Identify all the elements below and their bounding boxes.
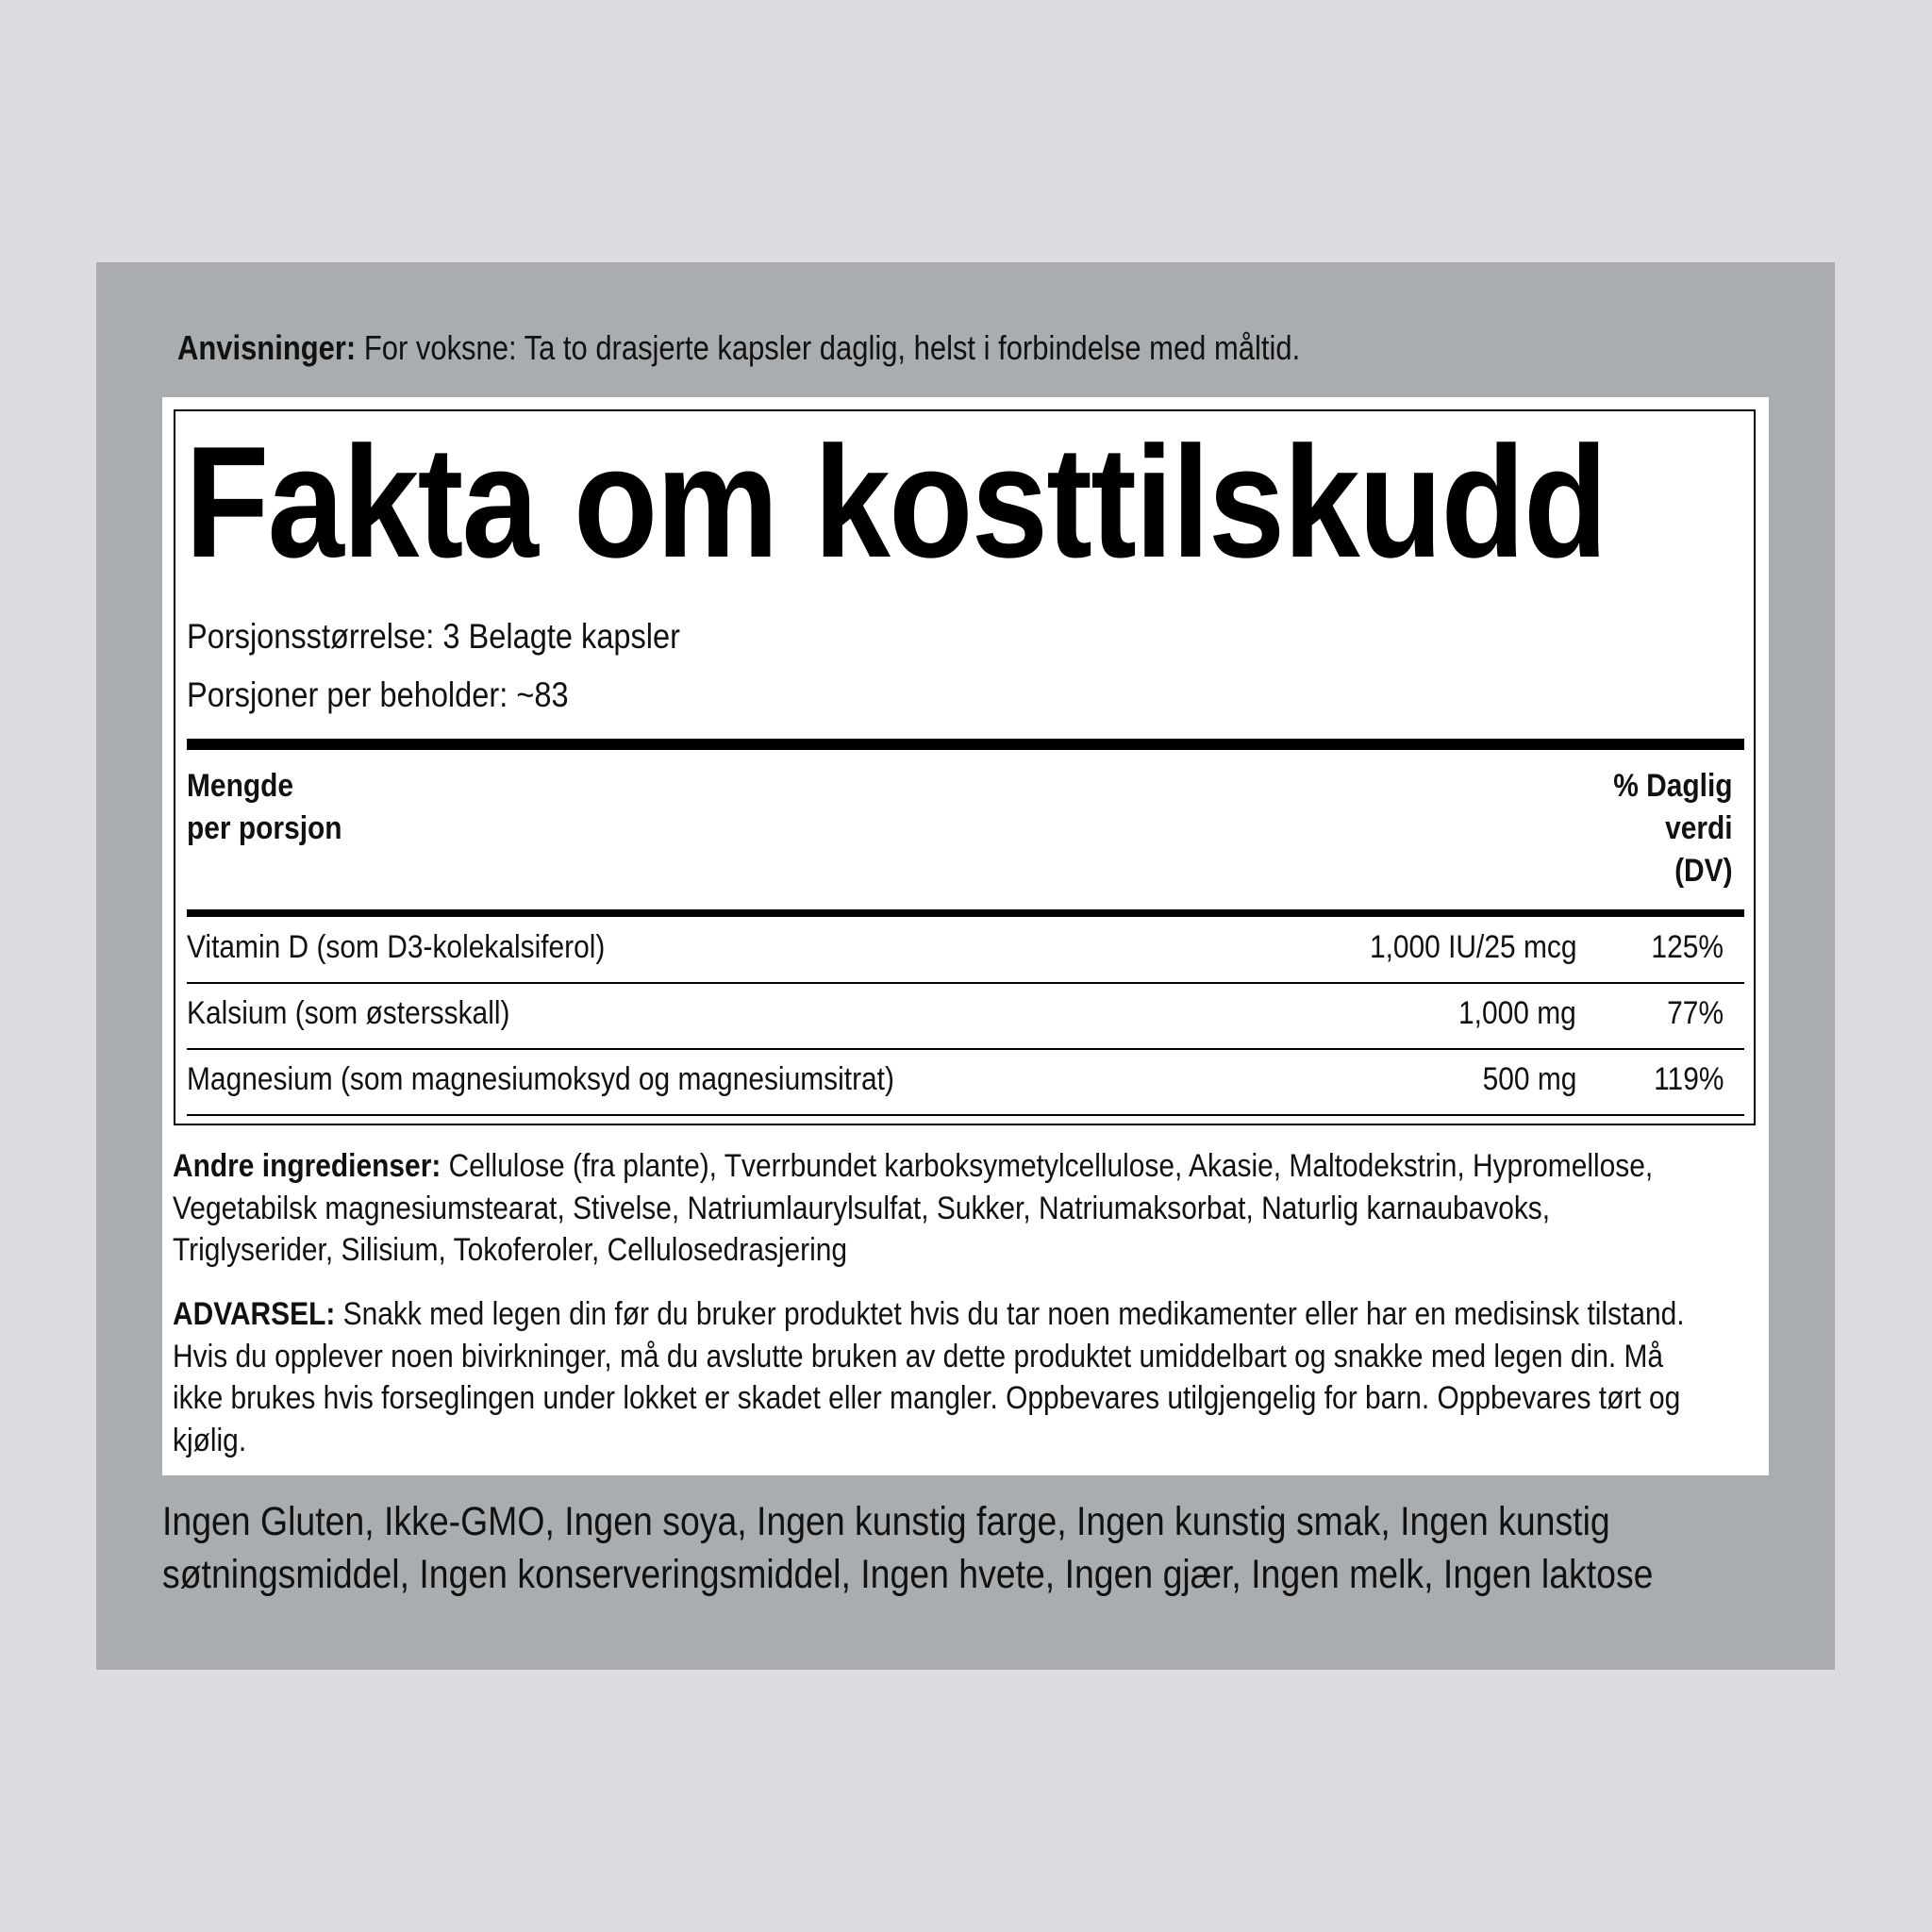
nutrient-name: Kalsium (som østersskall) [187, 995, 510, 1031]
directions-text: For voksne: Ta to drasjerte kapsler daglig, helst i forbindelse med måltid. [356, 328, 1301, 367]
nutrient-dv: 77% [1667, 995, 1724, 1031]
warning-line: ikke brukes hvis forseglingen under lokket er skadet eller mangler. Oppbevares utilgjengelig for barn. Oppbevares tørt og [173, 1380, 1681, 1416]
directions-label: Anvisninger: [177, 328, 357, 367]
other-ingredients-label: Andre ingredienser: [173, 1148, 441, 1184]
other-ingredients [173, 1145, 1750, 1272]
free-from-line: Ingen Gluten, Ikke-GMO, Ingen soya, Ingen kunstig farge, Ingen kunstig smak, Ingen kunstig [162, 1499, 1610, 1544]
free-from-line: søtningsmiddel, Ingen konserveringsmiddel, Ingen hvete, Ingen gjær, Ingen melk, Ingen laktose [162, 1552, 1654, 1597]
warning-line: Snakk med legen din før du bruker produktet hvis du tar noen medikamenter eller har en medisinsk tilstand. [335, 1296, 1685, 1332]
nutrient-amount: 500 mg [1482, 1061, 1576, 1097]
nutrient-dv: 125% [1651, 929, 1724, 965]
facts-title: Fakta om kosttilskudd [185, 413, 1607, 591]
other-ingredients-line: Vegetabilsk magnesiumstearat, Stivelse, Natriumlaurylsulfat, Sukker, Natriumaksorbat, Naturlig karnaubavoks, [173, 1190, 1551, 1226]
warning-text [173, 1293, 1750, 1461]
nutrient-dv: 119% [1653, 1061, 1724, 1097]
nutrient-row [187, 980, 1744, 1046]
supplement-facts-box [174, 409, 1756, 1125]
nutrient-row [187, 914, 1744, 980]
header-right-line-2: verdi [1665, 810, 1733, 846]
header-right-line-3: (DV) [1674, 853, 1733, 889]
servings-per-container: Porsjoner per beholder: ~83 [187, 675, 569, 714]
other-ingredients-line: Cellulose (fra plante), Tverrbundet karboksymetylcellulose, Akasie, Maltodekstrin, Hypromellose, [441, 1148, 1654, 1184]
divider-thick [187, 739, 1744, 750]
warning-line: Hvis du opplever noen bivirkninger, må du avslutte bruken av dette produktet umiddelbart og snakke med legen din. Må [173, 1338, 1664, 1374]
daily-value-header [1614, 765, 1733, 892]
free-from-claims [162, 1495, 1771, 1601]
header-right-line-1: % Daglig [1613, 768, 1733, 804]
warning-line: kjølig. [173, 1422, 247, 1458]
nutrient-row [187, 1046, 1744, 1112]
nutrient-name: Vitamin D (som D3-kolekalsiferol) [187, 929, 606, 965]
nutrient-amount: 1,000 IU/25 mcg [1369, 929, 1576, 965]
nutrient-name: Magnesium (som magnesiumoksyd og magnesiumsitrat) [187, 1061, 894, 1097]
other-ingredients-line: Triglyserider, Silisium, Tokoferoler, Cellulosedrasjering [173, 1232, 848, 1268]
nutrient-amount: 1,000 mg [1458, 995, 1576, 1031]
header-left-line-1: Mengde [187, 768, 294, 804]
directions [177, 325, 1300, 371]
amount-per-serving-header [187, 765, 342, 850]
warning-label: ADVARSEL: [173, 1296, 336, 1332]
serving-size: Porsjonsstørrelse: 3 Belagte kapsler [187, 617, 680, 656]
header-left-line-2: per porsjon [187, 810, 342, 846]
row-divider [187, 1114, 1744, 1116]
